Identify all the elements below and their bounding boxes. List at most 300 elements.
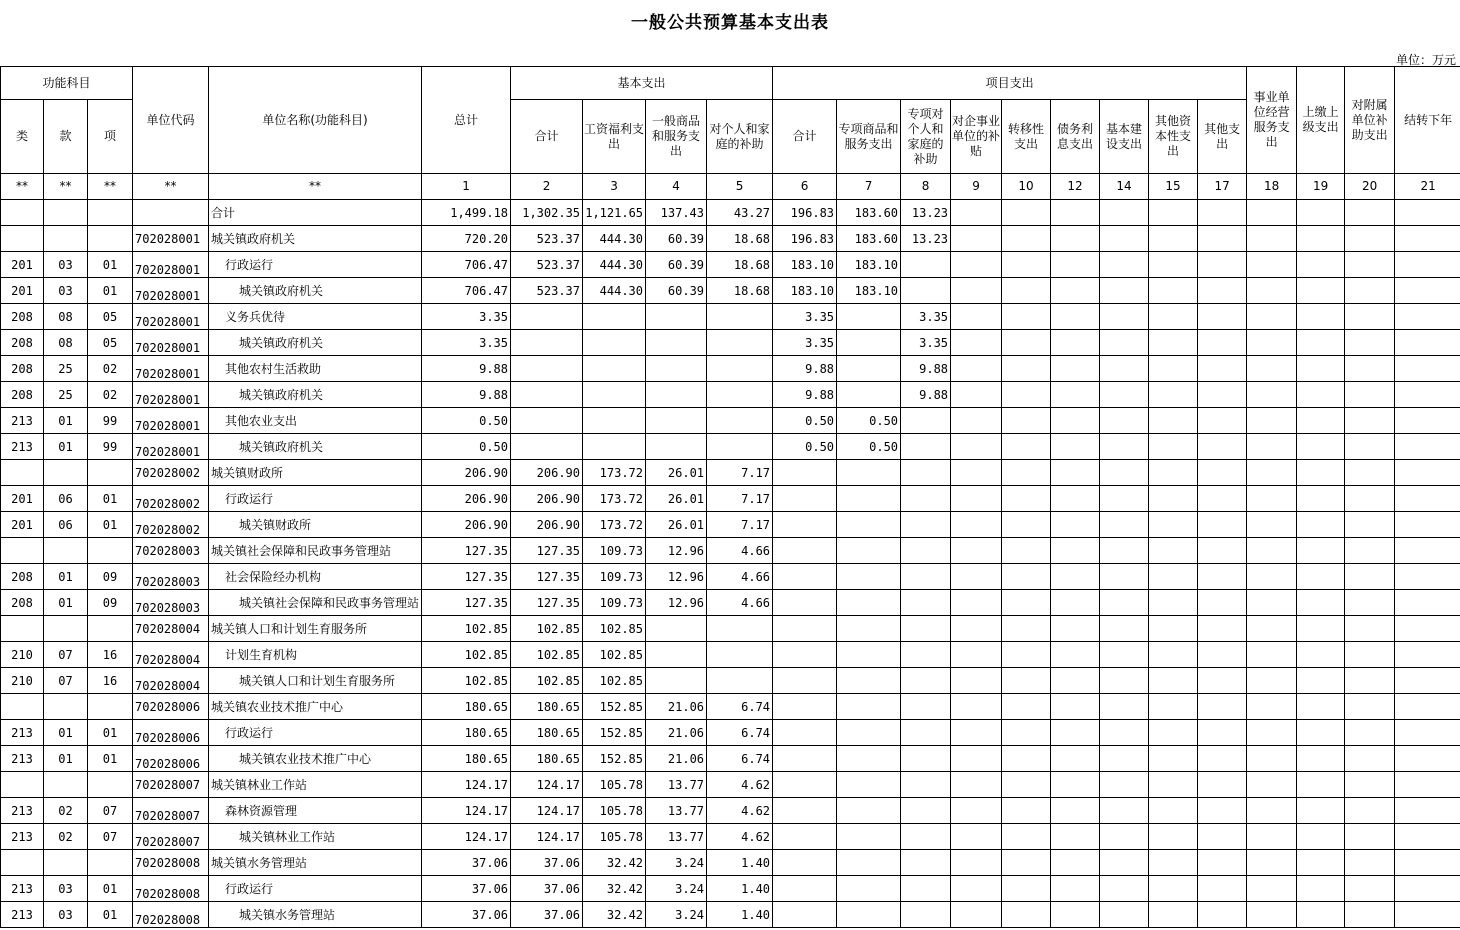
kuan-cell: 02 bbox=[44, 798, 88, 824]
amount-cell-b-sum bbox=[511, 330, 583, 356]
amount-cell-p-sum bbox=[773, 538, 837, 564]
amount-cell-p-goods bbox=[837, 720, 901, 746]
table-row bbox=[1, 590, 1460, 616]
lei-cell bbox=[1, 200, 44, 226]
empty-cell bbox=[1149, 330, 1198, 356]
amount-cell-b-personal: 7.17 bbox=[707, 486, 773, 512]
amount-cell-b-personal: 1.40 bbox=[707, 876, 773, 902]
column-number-cell: 18 bbox=[1247, 174, 1297, 200]
empty-cell bbox=[1395, 460, 1460, 486]
lei-cell: 201 bbox=[1, 486, 44, 512]
empty-cell bbox=[1198, 616, 1247, 642]
kuan-cell: 01 bbox=[44, 408, 88, 434]
amount-cell-b-sum: 102.85 bbox=[511, 642, 583, 668]
empty-cell bbox=[1002, 330, 1051, 356]
lei-cell bbox=[1, 772, 44, 798]
empty-cell bbox=[1149, 616, 1198, 642]
amount-cell-p-goods: 183.60 bbox=[837, 200, 901, 226]
xiang-cell: 05 bbox=[88, 304, 133, 330]
empty-cell bbox=[1198, 408, 1247, 434]
empty-cell bbox=[1198, 902, 1247, 928]
unit-name-cell: 社会保险经办机构 bbox=[209, 564, 422, 590]
empty-cell bbox=[1100, 798, 1149, 824]
empty-cell bbox=[1395, 772, 1460, 798]
amount-cell-p-sum: 183.10 bbox=[773, 252, 837, 278]
amount-cell-p-personal: 9.88 bbox=[901, 382, 951, 408]
amount-cell-b-personal: 6.74 bbox=[707, 746, 773, 772]
unit-name-cell: 城关镇财政所 bbox=[209, 512, 422, 538]
empty-cell bbox=[1198, 486, 1247, 512]
unit-code-cell: 702028001 bbox=[133, 226, 209, 252]
empty-cell bbox=[1051, 252, 1100, 278]
empty-cell bbox=[951, 642, 1002, 668]
table-row bbox=[1, 278, 1460, 304]
empty-cell bbox=[1345, 902, 1395, 928]
amount-cell-b-sum: 523.37 bbox=[511, 278, 583, 304]
empty-cell bbox=[1100, 460, 1149, 486]
amount-cell-b-personal bbox=[707, 616, 773, 642]
empty-cell bbox=[1297, 668, 1345, 694]
lei-cell: 210 bbox=[1, 642, 44, 668]
xiang-cell bbox=[88, 694, 133, 720]
empty-cell bbox=[1051, 486, 1100, 512]
kuan-cell bbox=[44, 538, 88, 564]
empty-cell bbox=[1247, 564, 1297, 590]
empty-cell bbox=[1100, 538, 1149, 564]
empty-cell bbox=[951, 356, 1002, 382]
empty-cell bbox=[1297, 252, 1345, 278]
header-kuan: 款 bbox=[44, 100, 88, 174]
empty-cell bbox=[1297, 824, 1345, 850]
empty-cell bbox=[1198, 590, 1247, 616]
empty-cell bbox=[1002, 668, 1051, 694]
amount-cell-p-goods bbox=[837, 538, 901, 564]
empty-cell bbox=[1198, 226, 1247, 252]
empty-cell bbox=[1149, 850, 1198, 876]
kuan-cell: 03 bbox=[44, 876, 88, 902]
empty-cell bbox=[1002, 226, 1051, 252]
kuan-cell: 25 bbox=[44, 382, 88, 408]
empty-cell bbox=[1002, 382, 1051, 408]
amount-cell-p-personal bbox=[901, 850, 951, 876]
lei-cell: 208 bbox=[1, 356, 44, 382]
unit-code-cell: 702028001 bbox=[133, 278, 209, 304]
table-row bbox=[1, 746, 1460, 772]
empty-cell bbox=[1002, 902, 1051, 928]
lei-cell: 208 bbox=[1, 330, 44, 356]
table-row bbox=[1, 486, 1460, 512]
empty-cell bbox=[951, 720, 1002, 746]
amount-cell-total: 37.06 bbox=[422, 876, 511, 902]
amount-cell-b-sum: 102.85 bbox=[511, 668, 583, 694]
unit-name-cell: 城关镇政府机关 bbox=[209, 226, 422, 252]
table-row bbox=[1, 408, 1460, 434]
empty-cell bbox=[1100, 642, 1149, 668]
amount-cell-b-goods: 3.24 bbox=[646, 876, 707, 902]
amount-cell-p-personal bbox=[901, 616, 951, 642]
empty-cell bbox=[1345, 486, 1395, 512]
header-tail-3: 结转下年 bbox=[1395, 67, 1460, 174]
header-project-3: 对企事业单位的补贴 bbox=[951, 100, 1002, 174]
table-row bbox=[1, 694, 1460, 720]
amount-cell-b-goods: 21.06 bbox=[646, 694, 707, 720]
amount-cell-total: 3.35 bbox=[422, 304, 511, 330]
unit-code-cell: 702028006 bbox=[133, 694, 209, 720]
amount-cell-b-personal bbox=[707, 356, 773, 382]
lei-cell: 213 bbox=[1, 408, 44, 434]
empty-cell bbox=[1149, 694, 1198, 720]
table-row bbox=[1, 434, 1460, 460]
unit-code-cell: 702028001 bbox=[133, 330, 209, 356]
empty-cell bbox=[1149, 538, 1198, 564]
column-number-cell: 15 bbox=[1149, 174, 1198, 200]
empty-cell bbox=[1149, 564, 1198, 590]
empty-cell bbox=[1051, 876, 1100, 902]
amount-cell-b-sum: 124.17 bbox=[511, 772, 583, 798]
amount-cell-p-sum bbox=[773, 720, 837, 746]
table-row bbox=[1, 304, 1460, 330]
amount-cell-p-sum bbox=[773, 460, 837, 486]
kuan-cell: 01 bbox=[44, 590, 88, 616]
empty-cell bbox=[1395, 616, 1460, 642]
empty-cell bbox=[1149, 252, 1198, 278]
amount-cell-p-goods bbox=[837, 668, 901, 694]
empty-cell bbox=[1345, 564, 1395, 590]
amount-cell-b-wage: 173.72 bbox=[583, 512, 646, 538]
amount-cell-b-wage bbox=[583, 408, 646, 434]
amount-cell-b-sum: 206.90 bbox=[511, 486, 583, 512]
amount-cell-p-goods bbox=[837, 798, 901, 824]
column-number-cell: 14 bbox=[1100, 174, 1149, 200]
amount-cell-p-personal bbox=[901, 538, 951, 564]
amount-cell-b-goods: 21.06 bbox=[646, 746, 707, 772]
xiang-cell: 07 bbox=[88, 824, 133, 850]
amount-cell-p-goods bbox=[837, 486, 901, 512]
empty-cell bbox=[951, 772, 1002, 798]
empty-cell bbox=[1198, 356, 1247, 382]
header-project-5: 债务利息支出 bbox=[1051, 100, 1100, 174]
amount-cell-p-sum bbox=[773, 902, 837, 928]
empty-cell bbox=[1149, 746, 1198, 772]
amount-cell-total: 102.85 bbox=[422, 642, 511, 668]
empty-cell bbox=[1345, 876, 1395, 902]
empty-cell bbox=[1247, 668, 1297, 694]
empty-cell bbox=[1100, 408, 1149, 434]
header-project-0: 合计 bbox=[773, 100, 837, 174]
unit-name-cell: 城关镇林业工作站 bbox=[209, 772, 422, 798]
empty-cell bbox=[1247, 902, 1297, 928]
amount-cell-p-goods bbox=[837, 850, 901, 876]
empty-cell bbox=[1345, 746, 1395, 772]
empty-cell bbox=[1198, 668, 1247, 694]
empty-cell bbox=[1198, 330, 1247, 356]
empty-cell bbox=[1051, 616, 1100, 642]
unit-name-cell: 城关镇政府机关 bbox=[209, 278, 422, 304]
xiang-cell bbox=[88, 200, 133, 226]
empty-cell bbox=[1051, 434, 1100, 460]
empty-cell bbox=[1002, 304, 1051, 330]
amount-cell-p-goods bbox=[837, 590, 901, 616]
xiang-cell bbox=[88, 226, 133, 252]
empty-cell bbox=[1100, 616, 1149, 642]
kuan-cell bbox=[44, 200, 88, 226]
column-number-cell: 5 bbox=[707, 174, 773, 200]
empty-cell bbox=[1149, 408, 1198, 434]
amount-cell-p-goods bbox=[837, 902, 901, 928]
unit-code-cell: 702028003 bbox=[133, 590, 209, 616]
empty-cell bbox=[1100, 746, 1149, 772]
amount-cell-b-sum bbox=[511, 434, 583, 460]
kuan-cell: 07 bbox=[44, 642, 88, 668]
empty-cell bbox=[1395, 694, 1460, 720]
amount-cell-p-sum bbox=[773, 850, 837, 876]
empty-cell bbox=[951, 590, 1002, 616]
xiang-cell: 99 bbox=[88, 408, 133, 434]
unit-code-cell: 702028008 bbox=[133, 850, 209, 876]
amount-cell-p-sum: 0.50 bbox=[773, 434, 837, 460]
amount-cell-b-personal bbox=[707, 434, 773, 460]
empty-cell bbox=[1198, 876, 1247, 902]
empty-cell bbox=[1149, 434, 1198, 460]
column-number-cell: 17 bbox=[1198, 174, 1247, 200]
empty-cell bbox=[1149, 590, 1198, 616]
amount-cell-p-sum bbox=[773, 694, 837, 720]
lei-cell bbox=[1, 694, 44, 720]
table-row bbox=[1, 382, 1460, 408]
unit-code-cell: 702028003 bbox=[133, 564, 209, 590]
unit-name-cell: 其他农业支出 bbox=[209, 408, 422, 434]
kuan-cell: 08 bbox=[44, 304, 88, 330]
empty-cell bbox=[1100, 278, 1149, 304]
header-project-6: 基本建设支出 bbox=[1100, 100, 1149, 174]
amount-cell-b-wage: 173.72 bbox=[583, 486, 646, 512]
empty-cell bbox=[1395, 278, 1460, 304]
unit-name-cell: 城关镇水务管理站 bbox=[209, 850, 422, 876]
empty-cell bbox=[951, 278, 1002, 304]
column-number-cell: ** bbox=[133, 174, 209, 200]
unit-name-cell: 义务兵优待 bbox=[209, 304, 422, 330]
column-number-cell: 12 bbox=[1051, 174, 1100, 200]
amount-cell-p-sum bbox=[773, 798, 837, 824]
amount-cell-p-personal bbox=[901, 668, 951, 694]
empty-cell bbox=[1051, 538, 1100, 564]
amount-cell-b-wage: 109.73 bbox=[583, 564, 646, 590]
empty-cell bbox=[1395, 798, 1460, 824]
empty-cell bbox=[1051, 694, 1100, 720]
amount-cell-total: 206.90 bbox=[422, 486, 511, 512]
empty-cell bbox=[1100, 668, 1149, 694]
empty-cell bbox=[1297, 772, 1345, 798]
empty-cell bbox=[1297, 902, 1345, 928]
unit-code-cell: 702028001 bbox=[133, 434, 209, 460]
amount-cell-p-sum: 0.50 bbox=[773, 408, 837, 434]
kuan-cell: 03 bbox=[44, 252, 88, 278]
xiang-cell bbox=[88, 850, 133, 876]
empty-cell bbox=[1198, 200, 1247, 226]
empty-cell bbox=[951, 902, 1002, 928]
empty-cell bbox=[1247, 434, 1297, 460]
table-row bbox=[1, 876, 1460, 902]
table-row bbox=[1, 668, 1460, 694]
amount-cell-p-goods: 183.10 bbox=[837, 252, 901, 278]
header-tail-2: 对附属单位补助支出 bbox=[1345, 67, 1395, 174]
empty-cell bbox=[1002, 720, 1051, 746]
empty-cell bbox=[1198, 538, 1247, 564]
column-number-cell: 2 bbox=[511, 174, 583, 200]
unit-code-cell: 702028008 bbox=[133, 876, 209, 902]
empty-cell bbox=[1198, 252, 1247, 278]
empty-cell bbox=[1051, 278, 1100, 304]
amount-cell-b-personal: 43.27 bbox=[707, 200, 773, 226]
empty-cell bbox=[1297, 876, 1345, 902]
amount-cell-p-personal bbox=[901, 486, 951, 512]
amount-cell-b-goods bbox=[646, 330, 707, 356]
empty-cell bbox=[1345, 512, 1395, 538]
xiang-cell: 09 bbox=[88, 564, 133, 590]
header-basic-0: 合计 bbox=[511, 100, 583, 174]
empty-cell bbox=[1395, 824, 1460, 850]
empty-cell bbox=[1149, 668, 1198, 694]
amount-cell-b-goods bbox=[646, 668, 707, 694]
empty-cell bbox=[1247, 798, 1297, 824]
empty-cell bbox=[1002, 616, 1051, 642]
kuan-cell: 01 bbox=[44, 434, 88, 460]
table-row bbox=[1, 200, 1460, 226]
amount-cell-b-goods: 3.24 bbox=[646, 902, 707, 928]
empty-cell bbox=[1100, 876, 1149, 902]
amount-cell-p-personal bbox=[901, 746, 951, 772]
empty-cell bbox=[1051, 798, 1100, 824]
empty-cell bbox=[1149, 486, 1198, 512]
empty-cell bbox=[1100, 850, 1149, 876]
empty-cell bbox=[1345, 720, 1395, 746]
empty-cell bbox=[1100, 772, 1149, 798]
empty-cell bbox=[1247, 538, 1297, 564]
empty-cell bbox=[1345, 824, 1395, 850]
empty-cell bbox=[1345, 694, 1395, 720]
empty-cell bbox=[1100, 356, 1149, 382]
empty-cell bbox=[1002, 798, 1051, 824]
empty-cell bbox=[1395, 408, 1460, 434]
amount-cell-b-sum: 180.65 bbox=[511, 694, 583, 720]
amount-cell-p-goods: 0.50 bbox=[837, 434, 901, 460]
lei-cell: 201 bbox=[1, 278, 44, 304]
empty-cell bbox=[1247, 486, 1297, 512]
kuan-cell bbox=[44, 694, 88, 720]
amount-cell-total: 127.35 bbox=[422, 538, 511, 564]
amount-cell-b-wage: 102.85 bbox=[583, 642, 646, 668]
amount-cell-b-goods: 60.39 bbox=[646, 226, 707, 252]
table-row bbox=[1, 226, 1460, 252]
xiang-cell: 05 bbox=[88, 330, 133, 356]
amount-cell-p-goods bbox=[837, 460, 901, 486]
empty-cell bbox=[1395, 200, 1460, 226]
amount-cell-b-personal: 7.17 bbox=[707, 512, 773, 538]
empty-cell bbox=[1395, 382, 1460, 408]
empty-cell bbox=[1247, 616, 1297, 642]
empty-cell bbox=[1345, 850, 1395, 876]
empty-cell bbox=[1149, 356, 1198, 382]
amount-cell-p-personal bbox=[901, 252, 951, 278]
empty-cell bbox=[951, 694, 1002, 720]
empty-cell bbox=[1100, 304, 1149, 330]
empty-cell bbox=[1247, 746, 1297, 772]
empty-cell bbox=[1345, 304, 1395, 330]
xiang-cell: 01 bbox=[88, 252, 133, 278]
amount-cell-b-wage bbox=[583, 382, 646, 408]
kuan-cell bbox=[44, 850, 88, 876]
empty-cell bbox=[1345, 356, 1395, 382]
empty-cell bbox=[1345, 538, 1395, 564]
empty-cell bbox=[1002, 356, 1051, 382]
amount-cell-b-wage: 105.78 bbox=[583, 772, 646, 798]
amount-cell-b-personal: 4.66 bbox=[707, 564, 773, 590]
header-project-1: 专项商品和服务支出 bbox=[837, 100, 901, 174]
unit-name-cell: 城关镇林业工作站 bbox=[209, 824, 422, 850]
header-project-4: 转移性支出 bbox=[1002, 100, 1051, 174]
empty-cell bbox=[1002, 642, 1051, 668]
empty-cell bbox=[1051, 512, 1100, 538]
column-number-cell: 10 bbox=[1002, 174, 1051, 200]
empty-cell bbox=[1247, 252, 1297, 278]
empty-cell bbox=[951, 850, 1002, 876]
amount-cell-b-wage: 444.30 bbox=[583, 226, 646, 252]
amount-cell-b-sum: 102.85 bbox=[511, 616, 583, 642]
lei-cell bbox=[1, 616, 44, 642]
empty-cell bbox=[1002, 538, 1051, 564]
empty-cell bbox=[1198, 824, 1247, 850]
column-number-cell: 3 bbox=[583, 174, 646, 200]
amount-cell-b-sum: 180.65 bbox=[511, 746, 583, 772]
lei-cell: 213 bbox=[1, 434, 44, 460]
amount-cell-b-wage: 109.73 bbox=[583, 538, 646, 564]
xiang-cell: 01 bbox=[88, 512, 133, 538]
amount-cell-b-personal: 4.66 bbox=[707, 590, 773, 616]
lei-cell: 213 bbox=[1, 720, 44, 746]
amount-cell-b-sum: 124.17 bbox=[511, 824, 583, 850]
table-row bbox=[1, 538, 1460, 564]
empty-cell bbox=[1198, 850, 1247, 876]
amount-cell-p-goods bbox=[837, 330, 901, 356]
header-lei: 类 bbox=[1, 100, 44, 174]
amount-cell-p-goods: 183.10 bbox=[837, 278, 901, 304]
empty-cell bbox=[1198, 642, 1247, 668]
empty-cell bbox=[1395, 564, 1460, 590]
amount-cell-b-personal: 18.68 bbox=[707, 226, 773, 252]
amount-cell-p-sum bbox=[773, 668, 837, 694]
empty-cell bbox=[1051, 590, 1100, 616]
amount-cell-total: 102.85 bbox=[422, 616, 511, 642]
amount-cell-b-wage: 102.85 bbox=[583, 616, 646, 642]
table-row bbox=[1, 512, 1460, 538]
empty-cell bbox=[951, 564, 1002, 590]
amount-cell-p-sum bbox=[773, 486, 837, 512]
amount-cell-p-sum: 196.83 bbox=[773, 200, 837, 226]
empty-cell bbox=[1247, 330, 1297, 356]
empty-cell bbox=[1051, 642, 1100, 668]
empty-cell bbox=[1395, 902, 1460, 928]
xiang-cell: 01 bbox=[88, 720, 133, 746]
amount-cell-p-goods: 183.60 bbox=[837, 226, 901, 252]
amount-cell-b-goods: 12.96 bbox=[646, 538, 707, 564]
empty-cell bbox=[951, 538, 1002, 564]
amount-cell-b-wage: 32.42 bbox=[583, 876, 646, 902]
empty-cell bbox=[1345, 616, 1395, 642]
amount-cell-p-sum: 3.35 bbox=[773, 330, 837, 356]
empty-cell bbox=[1100, 252, 1149, 278]
amount-cell-p-goods bbox=[837, 876, 901, 902]
empty-cell bbox=[1002, 876, 1051, 902]
